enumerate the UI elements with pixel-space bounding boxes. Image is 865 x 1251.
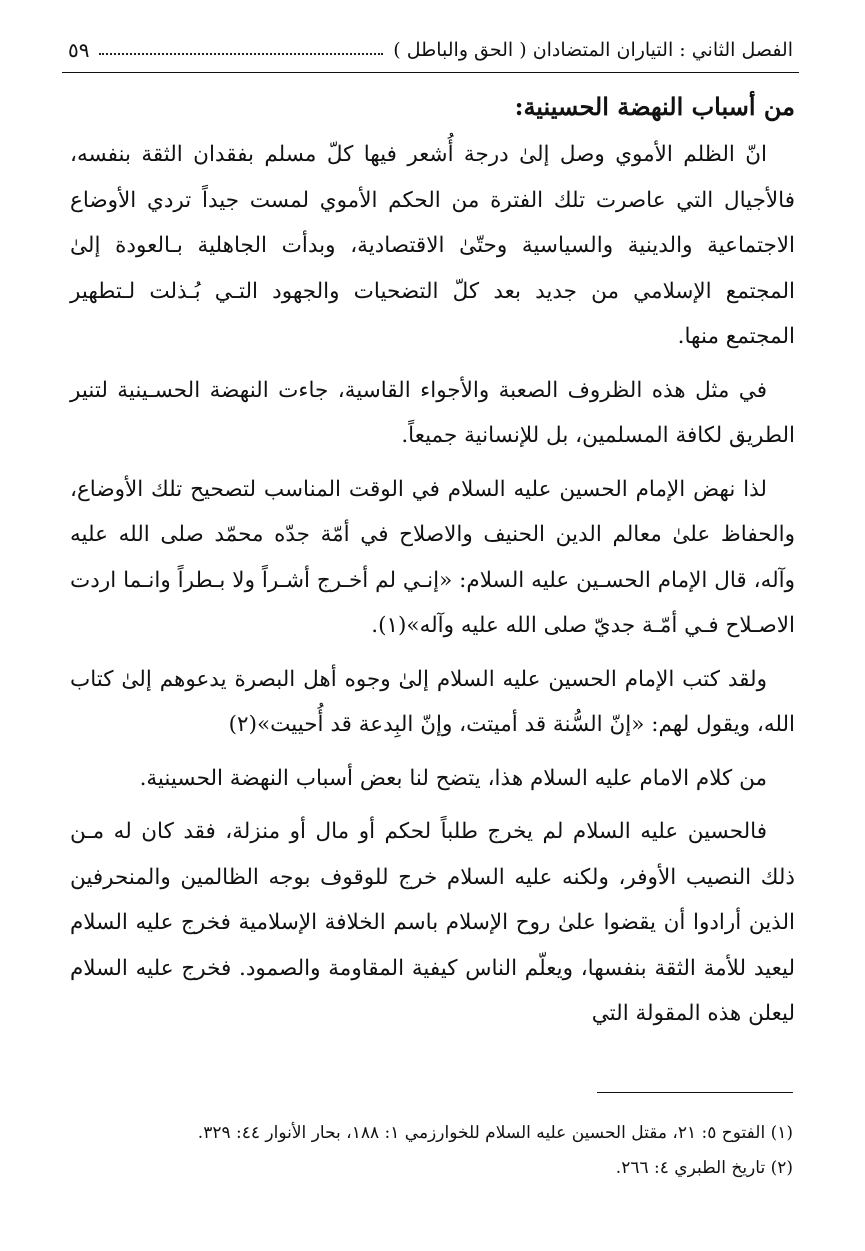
footnote-2: (٢) تاريخ الطبري ٤: ٢٦٦. <box>615 1158 793 1178</box>
running-header <box>68 34 793 66</box>
header-rule <box>62 72 799 73</box>
chapter-title: الفصل الثاني : التياران المتضادان ( الحق والباطل ) <box>393 39 793 61</box>
dot-leaders <box>99 53 383 55</box>
footnotes <box>70 1116 793 1186</box>
paragraph-2: في مثل هذه الظروف الصعبة والأجواء القاسية، جاءت النهضة الحسـينية لتنير الطريق لكافة المسلمين، بل للإنسانية جميعاً. <box>70 377 795 448</box>
paragraph-5: من كلام الامام عليه السلام هذا، يتضح لنا بعض أسباب النهضة الحسينية. <box>139 765 767 791</box>
paragraph-3: لذا نهض الإمام الحسين عليه السلام في الوقت المناسب لتصحيح تلك الأوضاع، والحفاظ علىٰ معالم الدين الحنيف والاصلاح في أمّة جدّه محمّد صلى الله عليه وآله، قال الإمام الحسـين عليه السلام: «إنـي لم أخـرج أشـراً ولا بـطراً وانـما اردت الاصـلاح فـي أمّـة جديّ صلى الله عليه وآله»(١). <box>70 476 795 638</box>
paragraph-1: انّ الظلم الأموي وصل إلىٰ درجة أُشعر فيها كلّ مسلم بفقدان الثقة بنفسه، فالأجيال التي عاصرت تلك الفترة من الحكم الأموي لمست جيداً تردي الأوضاع الاجتماعية والدينية والسياسية وحتّىٰ الاقتصادية، وبدأت الجاهلية بـالعودة إلىٰ المجتمع الإسلامي من جديد بعد كلّ التضحيات والجهود التـي بُـذلت لـتطهير المجتمع منها. <box>70 142 795 349</box>
section-heading: من أسباب النهضة الحسينية: <box>514 92 795 121</box>
main-text <box>70 88 795 1045</box>
footnote-rule <box>597 1092 793 1093</box>
paragraph-4: ولقد كتب الإمام الحسين عليه السلام إلىٰ وجوه أهل البصرة يدعوهم إلىٰ كتاب الله، ويقول لهم: «إنّ السُّنة قد أميتت، وإنّ البِدعة قد أُحييت»(٢) <box>70 666 795 737</box>
page-number: ٥٩ <box>68 38 90 62</box>
paragraph-6: فالحسين عليه السلام لم يخرج طلباً لحكم أو مال أو منزلة، فقد كان له مـن ذلك النصيب الأوفر، ولكنه عليه السلام خرج للوقوف بوجه الظالمين والمنحرفين الذين أرادوا أن يقضوا علىٰ روح الإسلام باسم الخلافة الإسلامية فخرج عليه السلام ليعيد للأمة الثقة بنفسها، ويعلّم الناس كيفية المقاومة والصمود. فخرج عليه السلام ليعلن هذه المقولة التي <box>70 819 795 1026</box>
footnote-1: (١) الفتوح ٥: ٢١، مقتل الحسين عليه السلام للخوارزمي ١: ١٨٨، بحار الأنوار ٤٤: ٣٢٩. <box>197 1123 793 1143</box>
